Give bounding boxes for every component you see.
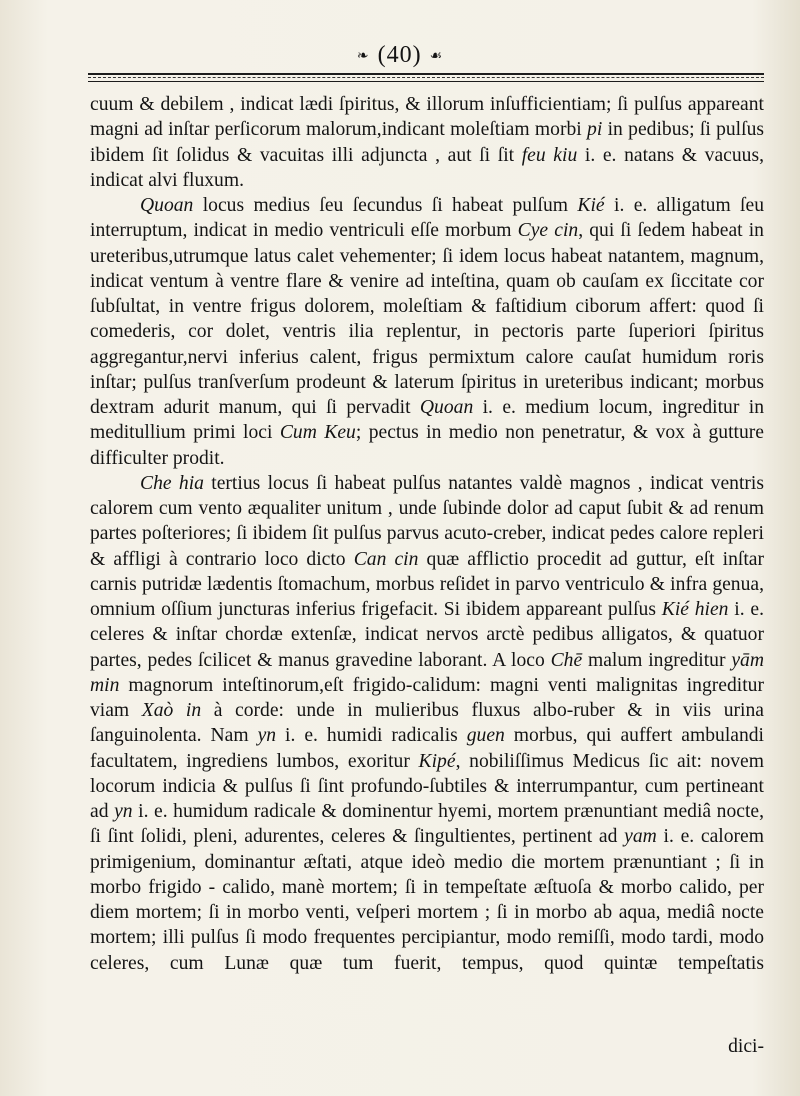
- italic-term: Che hia: [140, 472, 204, 494]
- italic-term: pi: [587, 119, 603, 141]
- text-run: cuum & debilem , indicat lædi ſpiritus, & illorum inſufficientiam; ſi pulſus appareant magni ad inſtar perſicorum malorum,indicant moleſtiam morbi: [90, 94, 764, 141]
- italic-term: Chē: [550, 649, 583, 671]
- page-number: (40): [377, 42, 422, 68]
- text-run: ; pectus in medio non penetratur, & vox à gutture difficulter prodit.: [90, 422, 764, 469]
- italic-term: guen: [466, 725, 505, 747]
- italic-term: yn: [114, 801, 133, 822]
- text-run: malum ingreditur: [582, 649, 732, 671]
- right-ornament-icon: ☙: [429, 48, 444, 64]
- left-ornament-icon: ❧: [356, 48, 370, 64]
- text-run: i. e. humidum radicale & dominentur hyemi, mortem prænuntiant mediâ nocte, ſi ſint ſolidi, pleni, adurentes, celeres & ſingultientes, pertinent ad: [90, 801, 764, 848]
- text-run: locus medius ſeu ſecundus ſi habeat pulſum: [193, 195, 578, 216]
- italic-term: Kié hien: [661, 599, 729, 620]
- text-run: quæ afflictio procedit ad guttur, eſt inſtar carnis putridæ lædentis ſtomachum, morbus reſidet in parvo ventriculo & infra genua, omnium oſſium juncturas inferius frigefacit. Si ibidem appareant pulſus: [90, 548, 765, 620]
- text-run: à corde: unde in mulieribus fluxus albo-ruber & in viis urina ſanguinolenta. Nam: [90, 700, 764, 747]
- paragraph-p2: [90, 193, 764, 471]
- italic-term: Kipé: [418, 750, 456, 772]
- italic-term: Can cin: [353, 548, 419, 570]
- text-run: , nobiliſſimus Medicus ſic ait: novem locorum indicia & pulſus ſi ſint profundo-ſubtiles & interrumpantur, cum pertineant ad: [90, 750, 764, 822]
- paragraph-p1: [90, 92, 764, 193]
- italic-term: yām min: [90, 649, 764, 696]
- italic-term: Cum Keu: [279, 422, 356, 444]
- italic-term: Quoan: [419, 397, 474, 418]
- header-rule: [88, 73, 764, 82]
- text-run: tertius locus ſi habeat pulſus natantes valdè magnos , indicat ventris calorem cum vento æqualiter unitum , unde ſubinde dolor ad caput ſubit & ad renum partes poſteriores; ſi ibidem ſit pulſus parvus acuto-creber, indicat pedes calore repleri & affligi à contrario loco dicto: [90, 472, 764, 570]
- text-run: i. e. alligatum ſeu interruptum, indicat in medio ventriculi eſſe morbum: [90, 195, 764, 242]
- italic-term: Kié: [577, 195, 605, 216]
- text-run: in pedibus; ſi pulſus ibidem ſit ſolidus & vacuitas illi adjuncta , aut ſi ſit: [90, 119, 764, 166]
- text-run: i. e. humidi radicalis: [276, 725, 467, 747]
- italic-term: Quoan: [140, 195, 194, 216]
- italic-term: yam: [624, 826, 657, 848]
- text-run: i. e. celeres & inſtar chordæ extenſæ, indicat nervos arctè pedibus alligatos, & quatuor partes, pedes ſcilicet & manus gravedine laborant. A loco: [90, 599, 764, 671]
- italic-term: feu kiu: [521, 144, 578, 166]
- text-run: i. e. natans & vacuus, indicat alvi fluxum.: [90, 144, 764, 191]
- italic-term: Xaò in: [141, 700, 202, 721]
- text-run: morbus, qui auffert ambulandi facultatem, ingrediens lumbos, exoritur: [90, 725, 764, 772]
- text-run: i. e. calorem primigenium, dominantur æſtati, atque ideò medio die mortem prænuntiant ; ſi in morbo frigido - calido, manè mortem; ſi in tempeſtate æſtuoſa & morbo calido, per diem mortem; ſi in morbo venti, veſperi mortem ; ſi in morbo ab aqua, mediâ nocte mortem; illi pulſus ſi modo frequentes percipiantur, modo remiſſi, modo tardi, modo celeres, cum Lunæ quæ tum fuerit, tempus, quod quintæ tempeſtatis: [90, 826, 764, 974]
- italic-term: yn: [257, 725, 277, 747]
- paragraph-p3: [90, 471, 764, 976]
- text-run: magnorum inteſtinorum,eſt frigido-calidum: magni venti malignitas ingreditur viam: [90, 674, 764, 721]
- body-text: [90, 92, 764, 976]
- text-run: i. e. medium locum, ingreditur in meditullium primi loci: [90, 397, 764, 444]
- page-header: [0, 42, 800, 69]
- italic-term: Cye cin: [517, 220, 579, 242]
- text-run: , qui ſi ſedem habeat in ureteribus,utrumque latus calet vehementer; ſi idem locus habeat natantem, magnum, indicat ventum à ventre flare & venire ad inteſtina, quam ob cauſam ex ſiccitate cor ſubſultat, in ventre frigus dolorem, moleſtiam & faſtidium ciborum affert: quod ſi comederis, cor dolet, ventris ilia replentur, in pectoris parte ſuperiori ſpiritus aggregantur,nervi inferius calent, frigus permixtum calore cauſat humidum roris inſtar; pulſus tranſverſum prodeunt & laterum ſpiritus in ureteribus indicant; morbus dextram adurit manum, qui ſi pervadit: [90, 220, 764, 418]
- catchword: dici-: [728, 1036, 764, 1057]
